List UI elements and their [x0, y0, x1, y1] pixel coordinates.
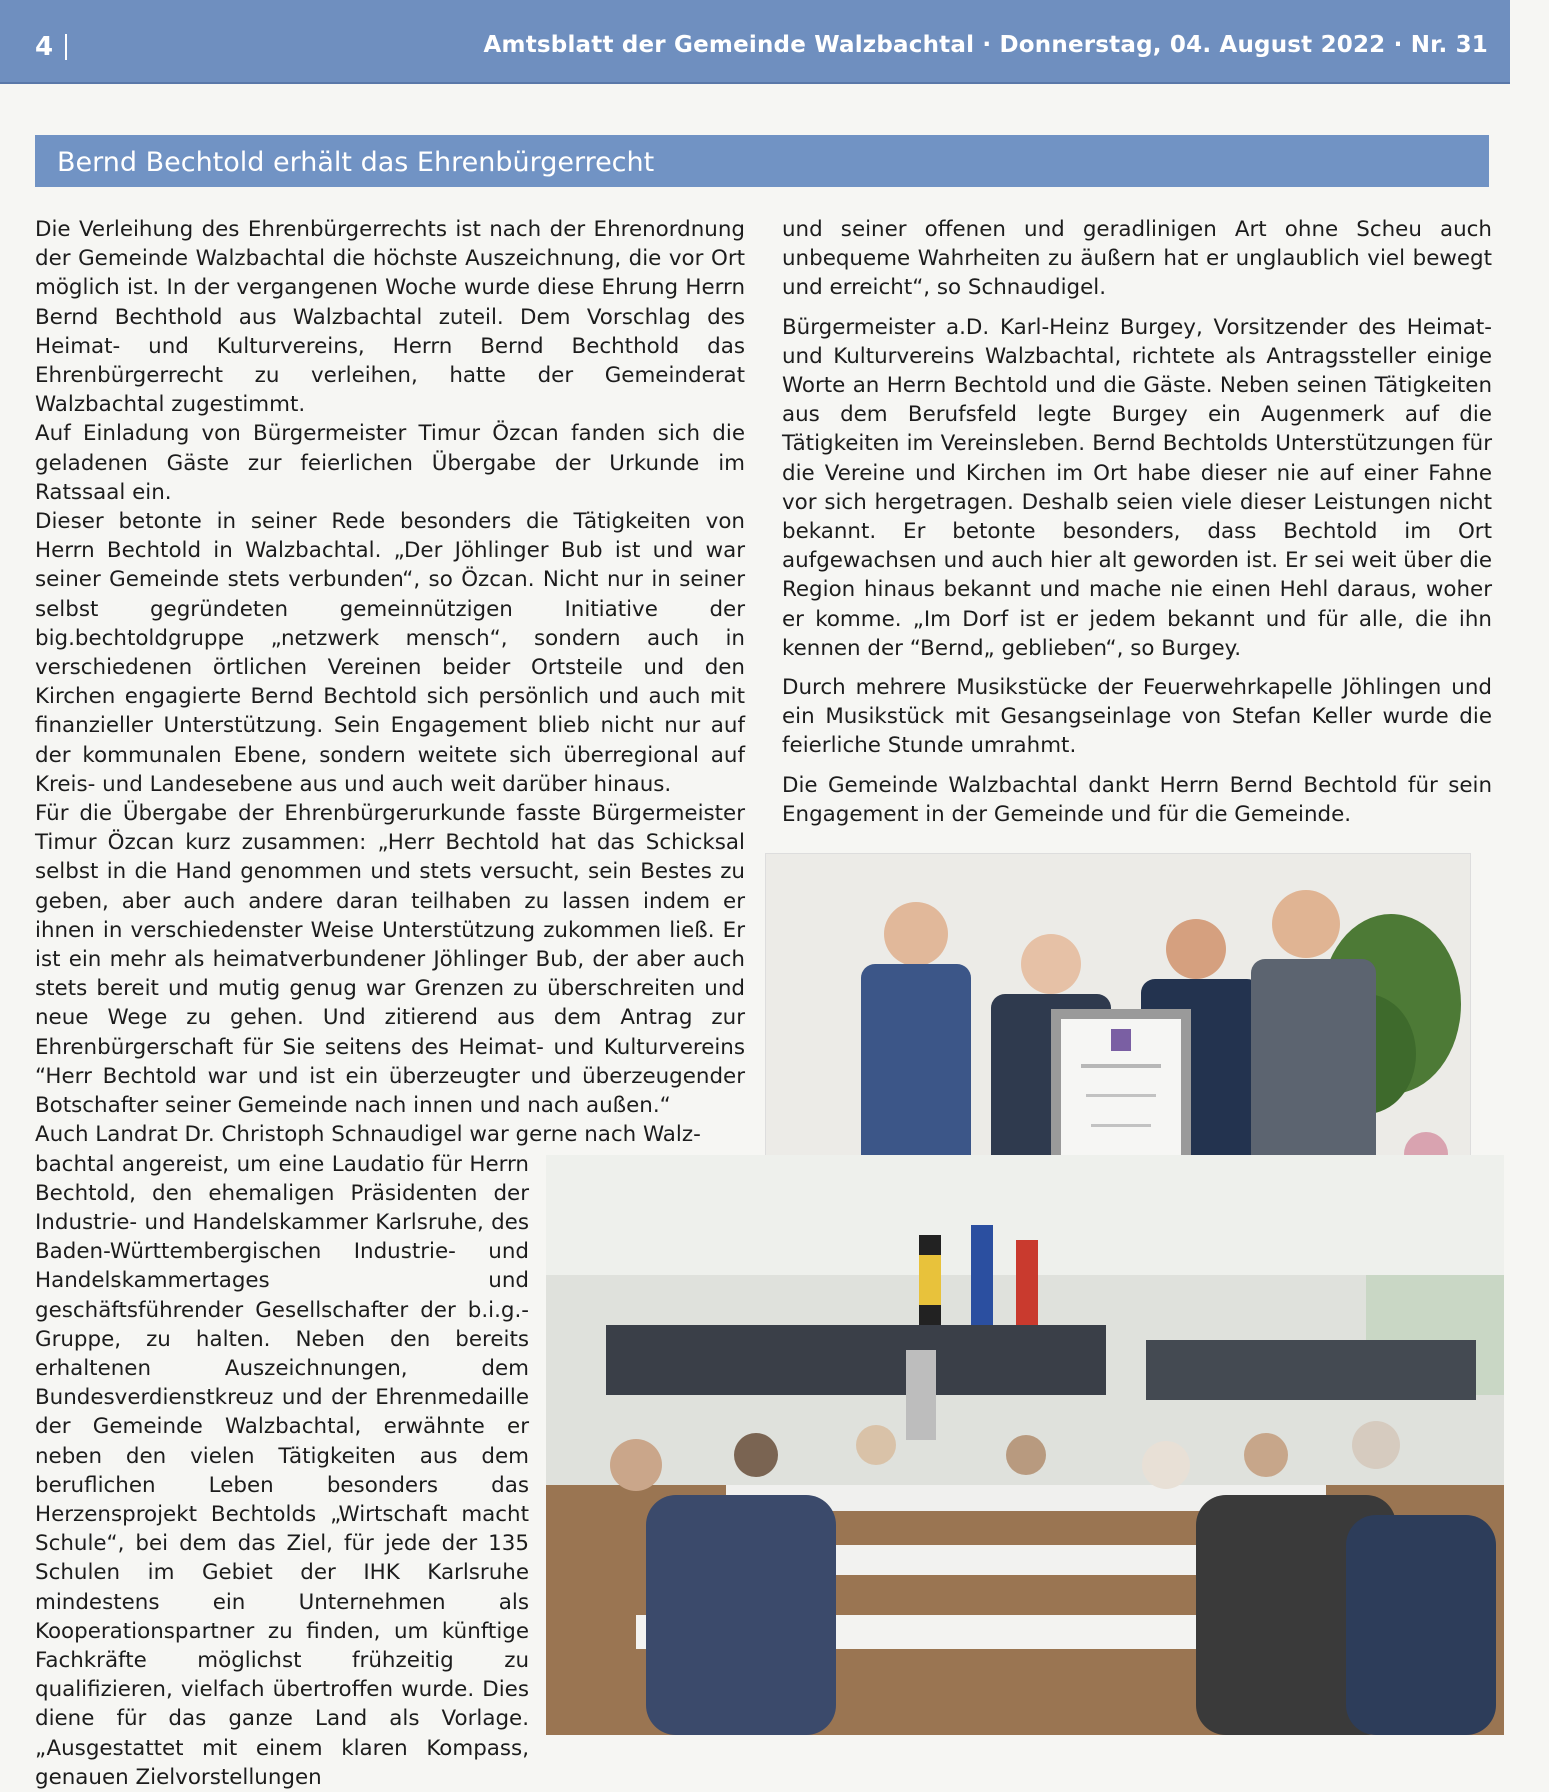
paragraph: Auf Einladung von Bürgermeister Timur Özcan fanden sich die geladenen Gäste zur feierlichen Übergabe der Urkunde im Ratssaal ein. — [35, 421, 745, 505]
right-column — [782, 215, 1492, 839]
paragraph: Dieser betonte in seiner Rede besonders die Tätigkeiten von Herrn Bechtold in Walzbachtal. „Der Jöhlinger Bub ist und war seiner Gemeinde stets verbunden“, so Özcan. Nicht nur in seiner selbst gegründeten gemeinnützigen Initiative der big.bechtoldgruppe „netzwerk mensch“, sondern auch in verschiedenen örtlichen Vereinen beider Ortsteile und den Kirchen engagierte Bernd Bechtold sich persönlich und auch mit finanzieller Unterstützung. Sein Engagement blieb nicht nur auf der kommunalen Ebene, sondern weitete sich überregional auf Kreis- und Landesebene aus und auch weit darüber hinaus. — [35, 509, 745, 797]
ceremony-hall-photo — [546, 1155, 1504, 1735]
paragraph: Durch mehrere Musikstücke der Feuerwehrkapelle Jöhlingen und ein Musikstück mit Gesangseinlage von Stefan Keller wurde die feierliche Stunde umrahmt. — [782, 675, 1492, 759]
header-bar — [0, 0, 1510, 84]
ceremony-hall-illustration — [546, 1155, 1504, 1735]
page-number: 4 — [35, 34, 67, 60]
paragraph: Für die Übergabe der Ehrenbürgerurkunde fasste Bürgermeister Timur Özcan kurz zusammen: „Herr Bechtold hat das Schicksal selbst in die Hand genommen und stets versucht, sein Bestes zu geben, aber auch andere daran teilhaben zu lassen indem er ihnen in verschiedenster Weise Unterstützung zukommen ließ. Er ist ein mehr als heimatverbundener Jöhlinger Bub, der aber auch stets bereit und mutig genug war Grenzen zu überschreiten und neue Wege zu gehen. Und zitierend aus dem Antrag zur Ehrenbürgerschaft für Sie seitens des Heimat- und Kulturvereins “Herr Bechtold war und ist ein überzeugter und überzeugender Botschafter seiner Gemeinde nach innen und nach außen.“ — [35, 801, 745, 1119]
paragraph: bachtal angereist, um eine Laudatio für Herrn Bechtold, den ehemaligen Präsidenten der Industrie- und Handelskammer Karlsruhe, des Baden-Württembergischen Industrie- und Handelskammertages und geschäftsführender Gesellschafter der b.i.g.-Gruppe, zu halten. Neben den bereits erhaltenen Auszeichnungen, dem Bundesverdienstkreuz und der Ehrenmedaille der Gemeinde Walzbachtal, erwähnte er neben den vielen Tätigkeiten aus dem beruflichen Leben besonders das Herzensprojekt Bechtolds „Wirtschaft macht Schule“, bei dem das Ziel, für jede der 135 Schulen im Gebiet der IHK Karlsruhe mindestens ein Unternehmen als Kooperationspartner zu finden, um künftige Fachkräfte möglichst frühzeitig zu qualifizieren, vielfach übertroffen wurde. Dies diene für das ganze Land als Vorlage. „Ausgestattet mit einem klaren Kompass, genauen Zielvorstellungen — [35, 1151, 529, 1790]
paragraph: und seiner offenen und geradlinigen Art ohne Scheu auch unbequeme Wahrheiten zu äußern hat er unglaublich viel bewegt und erreicht“, so Schnaudigel. — [782, 217, 1492, 301]
article-title: Bernd Bechtold erhält das Ehrenbürgerrecht — [57, 147, 655, 178]
publication-title: Amtsblatt der Gemeinde Walzbachtal · Donnerstag, 04. August 2022 · Nr. 31 — [483, 32, 1488, 58]
paragraph: Auch Landrat Dr. Christoph Schnaudigel war gerne nach Walz- — [35, 1122, 701, 1148]
article-heading-bar — [35, 135, 1489, 187]
paragraph: Die Gemeinde Walzbachtal dankt Herrn Bernd Bechtold für sein Engagement in der Gemeinde und für die Gemeinde. — [782, 772, 1492, 827]
paragraph: Die Verleihung des Ehrenbürgerrechts ist nach der Ehrenordnung der Gemeinde Walzbachtal die höchste Auszeichnung, die vor Ort möglich ist. In der vergangenen Woche wurde diese Ehrung Herrn Bernd Bechthold aus Walzbachtal zuteil. Dem Vorschlag des Heimat- und Kulturvereins, Herrn Bernd Bechthold das Ehrenbürgerrecht zu verleihen, hatte der Gemeinderat Walzbachtal zugestimmt. — [35, 217, 745, 418]
paragraph: Bürgermeister a.D. Karl-Heinz Burgey, Vorsitzender des Heimat- und Kulturvereins Walzbachtal, richtete als Antragssteller einige Worte an Herrn Bechtold und die Gäste. Neben seinen Tätigkeiten aus dem Berufsfeld legte Burgey ein Augenmerk auf die Tätigkeiten im Vereinsleben. Bernd Bechtolds Unterstützungen für die Vereine und Kirchen im Ort habe dieser nie auf einer Fahne vor sich hergetragen. Deshalb seien viele dieser Leistungen nicht bekannt. Er betonte besonders, dass Bechtold im Ort aufgewachsen und auch hier alt geworden ist. Er sei weit über die Region hinaus bekannt und mache nie einen Hehl daraus, woher er komme. „Im Dorf ist er jedem bekannt und für alle, die ihn kennen der “Bernd„ geblieben“, so Burgey. — [782, 314, 1492, 661]
